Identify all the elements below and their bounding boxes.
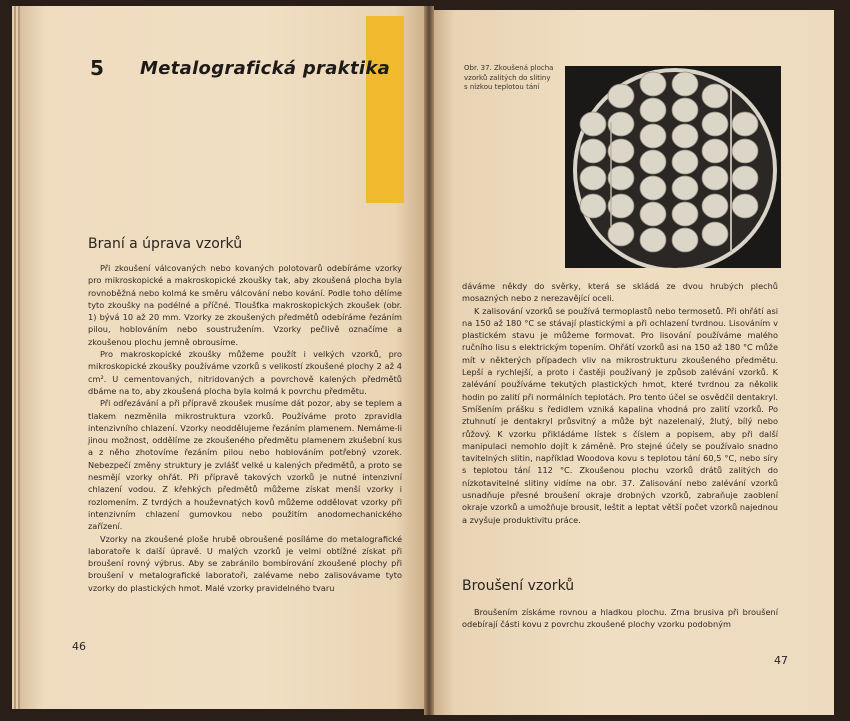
sample-disc xyxy=(732,166,758,190)
sample-disc xyxy=(732,139,758,163)
sample-disc xyxy=(580,139,606,163)
sample-disc xyxy=(732,194,758,218)
sample-disc xyxy=(702,112,728,136)
chapter-number: 5 xyxy=(90,56,104,80)
sample-disc xyxy=(640,98,666,122)
page-number-left: 46 xyxy=(72,640,86,653)
sample-disc xyxy=(580,112,606,136)
sample-disc xyxy=(640,72,666,96)
right-paragraph-1: dáváme někdy do svěrky, která se skládá ze dvou hrubých plechů mosazných nebo z nerezavějící oceli. xyxy=(462,281,778,304)
samples-illustration xyxy=(565,66,781,268)
sample-disc xyxy=(608,139,634,163)
sample-disc xyxy=(672,72,698,96)
sample-disc xyxy=(640,150,666,174)
chapter-color-tab xyxy=(366,16,404,203)
left-paragraph-3: Při odřezávání a při přípravě zkoušek musíme dát pozor, aby se teplem a tlakem nezměnila mikrostruktura vzorků. Používáme proto zpravidla intenzivního chlazení. Vzorky neoddělujeme řezáním plamenem. Nemáme-li jinou možnost, oddělíme ze zkoušeného předmětu plamenem zkušební kus a z něho zhotovíme řezáním pilou nebo hoblováním potřebný vzorek. Nebezpečí změny struktury je zvlášť velké u kalených předmětů, a proto se nesmějí vzorky ohřát. Při přípravě takových vzorků je nutné intenzivní chlazení vodou. Z křehkých předmětů můžeme získat menší vzorky i rozlomením. Z tvrdých a houževnatých kovů můžeme oddělovat vzorky při intenzivním chlazení gumovkou nebo použitím anodomechanického zařízení. xyxy=(88,398,402,532)
sample-disc xyxy=(640,124,666,148)
section-heading-left: Braní a úprava vzorků xyxy=(88,236,243,252)
sample-disc xyxy=(640,176,666,200)
figure-photo-samples xyxy=(565,66,781,268)
sample-disc xyxy=(702,84,728,108)
page-number-right: 47 xyxy=(774,654,788,667)
sample-disc xyxy=(608,112,634,136)
sample-disc xyxy=(608,166,634,190)
sample-disc xyxy=(672,124,698,148)
left-body-text xyxy=(88,262,402,594)
sample-disc xyxy=(672,202,698,226)
right-paragraph-2: K zalisování vzorků se používá termoplastů nebo termosetů. Při ohřátí asi na 150 až 180 °C se stávají plastickými a při ochlazení tvrdnou. Lisováním v plastickém stavu je můžeme formovat. Pro lisování používáme malého ručního lisu s elektrickým topením. Ohřátí vzorků asi na 150 až 180 °C může mít v některých případech vliv na mikrostrukturu zkoušeného předmětu. Lepší a rychlejší, a proto i častěji používaný je způsob zalévání vzorků. K zalévání používáme tekutých plastických hmot, které tvrdnou za několik hodin po zalití při normálních teplotách. Pro tento účel se osvědčil dentakryl. Smíšením prášku s ředidlem vzniká kapalina vhodná pro zalití vzorků. Po ztuhnutí je dentakryl průsvitný a může být nazelenalý, žlutý, bílý nebo růžový. K vzorku přikládáme lístek s číslem a popisem, aby při další manipulaci nemohlo dojít k záměně. Pro stejné účely se používalo snadno tavitelných slitin, například Woodova kovu s teplotou tání 60,5 °C, nebo síry s teplotou tání 112 °C. Zkoušenou plochu vzorků drátů zalitých do nízkotavitelné slitiny vidíme na obr. 37. Zalisování nebo zalévání vzorků usnadňuje přesné broušení okraje drobných vzorků, zabraňuje zaoblení okraje vzorků a umožňuje brousit, leštit a leptat větší počet vzorků najednou a zvyšuje produktivitu práce. xyxy=(462,305,778,525)
sample-disc xyxy=(702,139,728,163)
section-heading-right: Broušení vzorků xyxy=(462,578,575,594)
sample-disc xyxy=(608,84,634,108)
sample-disc xyxy=(640,228,666,252)
book-gutter xyxy=(424,6,434,715)
sample-disc xyxy=(702,194,728,218)
right-body-text xyxy=(462,280,778,526)
sample-disc xyxy=(702,222,728,246)
sample-disc xyxy=(672,98,698,122)
sample-disc xyxy=(732,112,758,136)
sample-disc xyxy=(672,150,698,174)
chapter-title: Metalografická praktika xyxy=(140,58,391,79)
sample-disc xyxy=(608,222,634,246)
left-paragraph-4: Vzorky na zkoušené ploše hrubě obroušené posíláme do metalografické laboratoře k další úpravě. U malých vzorků je velmi obtížné získat při broušení rovný výbrus. Aby se zabránilo bombírování zkoušené plochy při broušení v metalografické laboratoři, zalévame nebo zalisovávame tyto vzorky do plastických hmot. Malé vzorky pravidelného tvaru xyxy=(88,533,402,593)
left-paragraph-2: Pro makroskopické zkoušky můžeme použít i velkých vzorků, pro mikroskopické zkoušky používáme vzorků s velikostí zkoušené plochy 2 až 4 cm². U cementovaných, nitridovaných a povrchově kalených předmětů dbáme na to, aby zkoušená plocha byla kolmá k povrchu předmětu. xyxy=(88,349,402,396)
sample-disc xyxy=(580,166,606,190)
sample-disc xyxy=(580,194,606,218)
left-paragraph-1: Při zkoušení válcovaných nebo kovaných polotovarů odebíráme vzorky pro mikroskopické a makroskopické zkoušky tak, aby zkoušená plocha byla rovnoběžná nebo kolmá ke směru válcování nebo kování. Podle toho dělíme tyto zkoušky na podélné a příčné. Tloušťka makroskopických zkoušek (obr. 1) bývá 10 až 20 mm. Vzorky ze zkoušených předmětů odebíráme řezáním pilou, hoblováním nebo soustružením. Vzorky pečlivě označíme a zkoušenou plochu jemně obrousíme. xyxy=(88,263,402,347)
sample-disc xyxy=(672,176,698,200)
sample-disc xyxy=(702,166,728,190)
right-section-text xyxy=(462,606,778,631)
figure-caption: Obr. 37. Zkoušená plocha vzorků zalitých do slitiny s nízkou teplotou tání xyxy=(464,64,554,91)
sample-disc xyxy=(640,202,666,226)
sample-disc xyxy=(608,194,634,218)
sample-disc xyxy=(672,228,698,252)
right-section-paragraph: Broušením získáme rovnou a hladkou plochu. Zrna brusiva při broušení odebírají části kovu z povrchu zkoušené plochy vzorku podobným xyxy=(462,607,778,630)
